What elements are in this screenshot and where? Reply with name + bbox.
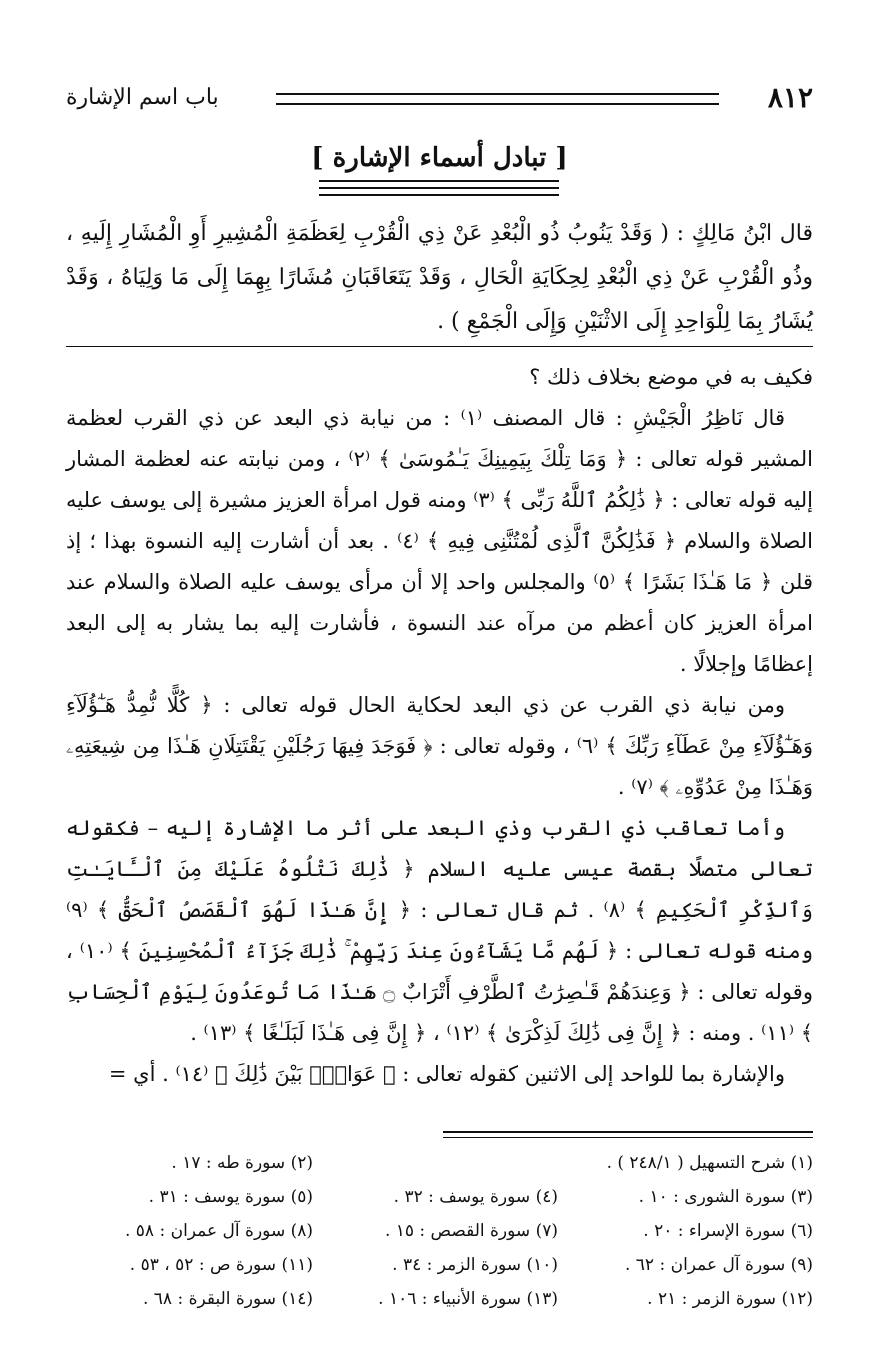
paragraph-2: ومن نيابة ذي القرب عن ذي البعد لحكاية الحال قوله تعالى : ﴿ كُلًّا نُّمِدُّ هَـٰٓؤُلَآءِ وَهَـٰٓؤُلَآءِ مِنْ عَطَآءِ رَبِّكَ ﴾ ⁽٦⁾ ، وقوله تعالى : ﴿ فَوَجَدَ فِيهَا رَجُلَيْنِ يَقْتَتِلَانِ هَـٰذَا مِن شِيعَتِهِۦ وَهَـٰذَا مِنْ عَدُوِّهِۦ ﴾ ⁽٧⁾ . <box>66 693 813 799</box>
footnote-row <box>66 1282 813 1316</box>
footnote: (٩) سورة آل عمران : ٦٢ . <box>624 1255 813 1275</box>
chapter-title: باب اسم الإشارة <box>66 85 219 110</box>
header-double-rule <box>276 93 719 105</box>
paragraph-1: قال نَاظِرُ الْجَيْشِ : قال المصنف ⁽١⁾ : من نيابة ذي البعد عن ذي القرب لعظمة المشير قوله تعالى : ﴿ وَمَا تِلْكَ بِيَمِينِكَ يَـٰمُوسَىٰ ﴾ ⁽٢⁾ ، ومن نيابته عنه لعظمة المشار إليه قوله تعالى : ﴿ ذَٰلِكُمُ ٱللَّهُ رَبِّى ﴾ ⁽٣⁾ ومنه قول امرأة العزيز مشيرة إلى يوسف عليه الصلاة والسلام ﴿ فَذَٰلِكُنَّ ٱلَّذِى لُمْتُنَّنِى فِيهِ ﴾ ⁽٤⁾ . بعد أن أشارت إليه النسوة بهذا ؛ إذ قلن ﴿ مَا هَـٰذَا بَشَرًا ﴾ ⁽٥⁾ والمجلس واحد إلا أن مرأى يوسف عليه الصلاة والسلام عند امرأة العزيز كان أعظم من مرآه عند النسوة ، فأشارت إليه بما يشار به إلى البعد إعظامًا وإجلالًا . <box>66 406 814 676</box>
footnote: (٣) سورة الشورى : ١٠ . <box>638 1187 813 1207</box>
footnote: (٥) سورة يوسف : ٣١ . <box>148 1187 313 1207</box>
footnote: (١٠) سورة الزمر : ٣٤ . <box>392 1255 558 1275</box>
footnote-row <box>66 1248 813 1282</box>
footnote: (٧) سورة القصص : ١٥ . <box>384 1221 558 1241</box>
paragraph-4: والإشارة بما للواحد إلى الاثنين كقوله تعالى : ﴿ عَوَانٌۢ بَيْنَ ذَٰلِكَ ﴾ ⁽١٤⁾ . أي = <box>108 1062 785 1086</box>
matn-separator <box>66 346 813 347</box>
footnote: (١١) سورة ص : ٥٢ ، ٥٣ . <box>129 1255 313 1275</box>
page-number: ٨١٢ <box>767 81 813 114</box>
carry-over-line: فكيف به في موضع بخلاف ذلك ؟ <box>529 365 813 389</box>
footnote-rule-thin <box>443 1137 813 1138</box>
section-title: [ تبادل أسماء الإشارة ] <box>311 143 568 173</box>
footnote: (٤) سورة يوسف : ٣٢ . <box>393 1187 558 1207</box>
running-header <box>66 80 813 116</box>
footnote: (٨) سورة آل عمران : ٥٨ . <box>124 1221 313 1241</box>
footnote: (١٣) سورة الأنبياء : ١٠٦ . <box>378 1289 558 1309</box>
footnote: (١٤) سورة البقرة : ٦٨ . <box>142 1289 313 1309</box>
footnote: (٢) سورة طه : ١٧ . <box>171 1153 313 1173</box>
footnotes <box>66 1146 813 1316</box>
footnote-row <box>66 1180 813 1214</box>
matn-text: قال ابْنُ مَالِكٍ : ( وَقَدْ يَنُوبُ ذُو الْبُعْدِ عَنْ ذِي الْقُرْبِ لِعَظَمَةِ الْمُشِيرِ أَوِ الْمُشَارِ إِلَيهِ ، وذُو الْقُرْبِ عَنْ ذِي الْبُعْدِ لِحِكَايَةِ الْحَالِ ، وَقَدْ يَتَعَاقَبَانِ مُشَارًا بِهِمَا إِلَى مَا وَلِيَاهُ ، وَقَدْ يُشَارُ بِمَا لِلْوَاحِدِ إِلَى الاثْنَيْنِ وَإِلَى الْجَمْعِ ) . <box>66 221 813 334</box>
footnote: (١) شرح التسهيل ( ٢٤٨/١ ) . <box>606 1153 813 1173</box>
footnote-rule <box>443 1131 813 1133</box>
footnote: (٦) سورة الإسراء : ٢٠ . <box>643 1221 813 1241</box>
section-title-rule <box>319 180 559 201</box>
footnote-row <box>66 1214 813 1248</box>
footnote-row <box>66 1146 813 1180</box>
commentary <box>66 357 813 1095</box>
paragraph-3: وأما تعاقب ذي القرب وذي البعد على أثر ما الإشارة إليه – فكقوله تعالى متصلًا بقصة عيسى عليه السلام ﴿ ذَٰلِكَ نَتْلُوهُ عَلَيْكَ مِنَ ٱلْـَٔايَـٰتِ وَٱلذِّكْرِ ٱلْحَكِيمِ ﴾ ⁽٨⁾ . ثم قال تعالى : ﴿ إِنَّ هَـٰذَا لَهُوَ ٱلْقَصَصُ ٱلْحَقُّ ﴾ ⁽٩⁾ ومنه قوله تعالى : ﴿ لَهُم مَّا يَشَآءُونَ عِندَ رَبِّهِمْ ۚ ذَٰلِكَ جَزَآءُ ٱلْمُحْسِنِينَ ﴾ ⁽١٠⁾ ، وقوله تعالى : ﴿ وَعِندَهُمْ قَـٰصِرَٰتُ ٱلطَّرْفِ أَتْرَابٌ ۝ هَـٰذَا مَا تُوعَدُونَ لِيَوْمِ ٱلْحِسَابِ ﴾ ⁽١١⁾ . ومنه : ﴿ إِنَّ فِى ذَٰلِكَ لَذِكْرَىٰ ﴾ ⁽١٢⁾ ، ﴿ إِنَّ فِى هَـٰذَا لَبَلَـٰغًا ﴾ ⁽١٣⁾ . <box>66 816 813 1045</box>
footnote: (١٢) سورة الزمر : ٢١ . <box>647 1289 813 1309</box>
